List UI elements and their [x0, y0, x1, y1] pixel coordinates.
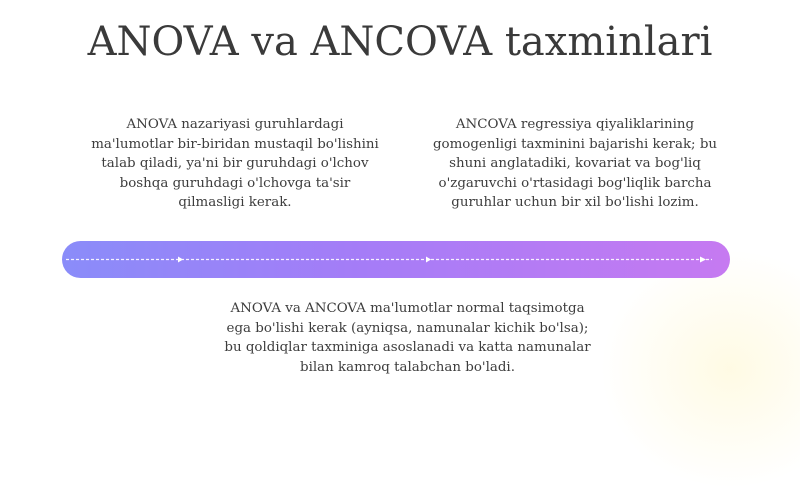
timeline-bar [62, 241, 730, 278]
normality-assumption-text: ANOVA va ANCOVA ma'lumotlar normal taqsimotga ega bo'lishi kerak (ayniqsa, namunalar kichik bo'lsa); bu qoldiqlar taxminiga asoslanadi va katta namunalar bilan kamroq talabchan bo'ladi. [224, 301, 591, 375]
anova-assumption-text: ANOVA nazariyasi guruhlardagi ma'lumotlar bir-biridan mustaqil bo'lishini talab qiladi, ya'ni bir guruhdagi o'lchov boshqa guruhdagi o'lchovga ta'sir qilmasligi kerak. [91, 117, 379, 210]
timeline-arrow-3-icon [700, 257, 706, 263]
background-glow [600, 249, 800, 489]
timeline-line [62, 241, 730, 278]
page-title: ANOVA va ANCOVA taxminlari [87, 19, 713, 65]
ancova-assumption-text: ANCOVA regressiya qiyaliklarining gomogenligi taxminini bajarishi kerak; bu shuni anglatadiki, kovariat va bog'liq o'zgaruvchi o'rtasidagi bog'liqlik barcha guruhlar uchun bir xil bo'lishi lozim. [432, 117, 718, 210]
timeline-arrow-1-icon [178, 257, 183, 263]
timeline-arrow-2-icon [426, 257, 431, 263]
